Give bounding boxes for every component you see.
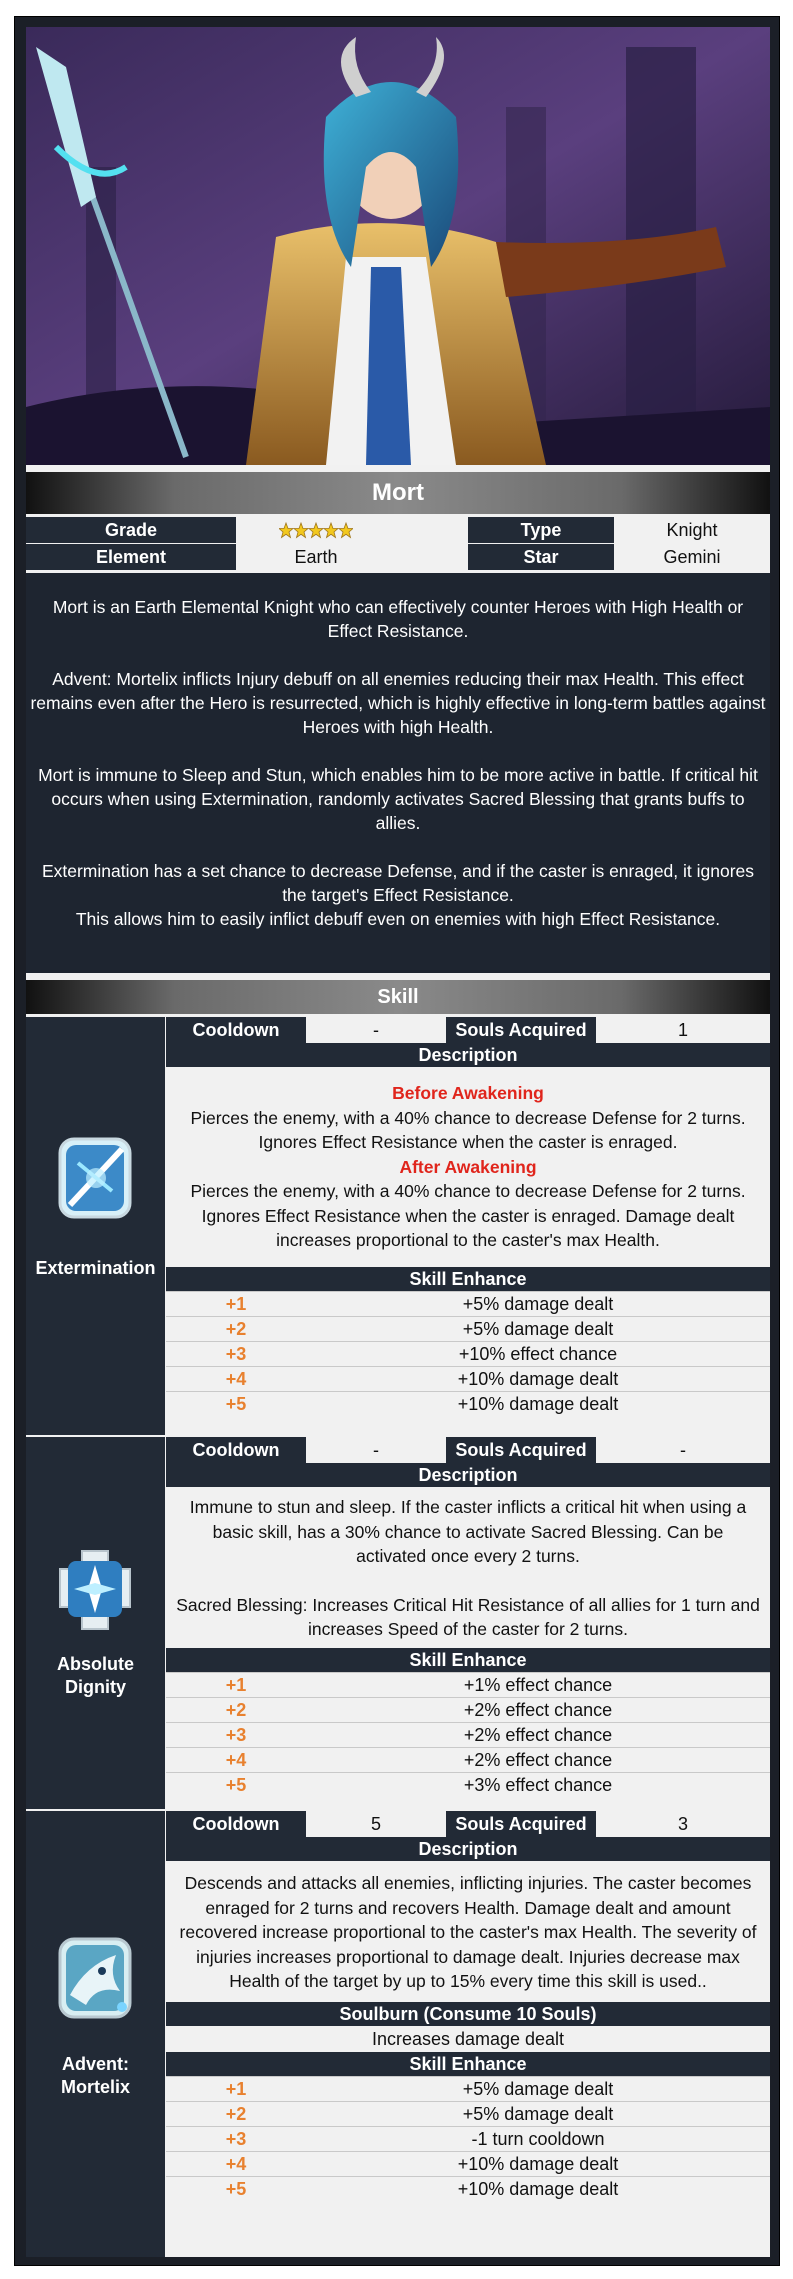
- enhance-level: +1: [225, 1293, 247, 1314]
- enhance-level: +4: [225, 1368, 247, 1389]
- enhance-effect: +5% damage dealt: [462, 1318, 614, 1339]
- souls-value: -: [596, 1437, 770, 1463]
- enhance-level: +3: [225, 1343, 247, 1364]
- enhance-effect: +2% effect chance: [463, 1699, 613, 1720]
- advent-mortelix-icon: [56, 1935, 134, 2021]
- absolute-dignity-icon: [56, 1547, 134, 1633]
- enhance-effect: -1 turn cooldown: [471, 2128, 605, 2149]
- souls-label: Souls Acquired: [446, 1017, 596, 1043]
- skill-description: Immune to stun and sleep. If the caster inflicts a critical hit when using a basic skill, has a 30% chance to activate Sacred Blessing. Can be activated once every 2 turns.: [189, 1497, 747, 1566]
- description-paragraph: Extermination has a set chance to decrease Defense, and if the caster is enraged, it ignores the target's Effect Resistance.: [41, 861, 755, 905]
- description-paragraph: Advent: Mortelix inflicts Injury debuff on all enemies reducing their max Health. This effect remains even after the Hero is resurrected, which is highly effective in long-term battles against Heroes with high Health.: [30, 669, 766, 737]
- after-awakening-text: Pierces the enemy, with a 40% chance to decrease Defense for 2 turns. Ignores Effect Resistance when the caster is enraged. Damage dealt increases proportional to the caster's max Health.: [190, 1181, 746, 1250]
- description-header: Description: [166, 1043, 770, 1067]
- enhance-level: +1: [225, 2078, 247, 2099]
- souls-label: Souls Acquired: [446, 1811, 596, 1837]
- enhance-level: +2: [225, 1699, 247, 1720]
- enhance-effect: +10% damage dealt: [457, 1393, 619, 1414]
- type-value: Knight: [614, 517, 770, 543]
- skill-absolute-dignity: [26, 1437, 770, 1809]
- enhance-effect: +2% effect chance: [463, 1749, 613, 1770]
- cooldown-value: -: [306, 1437, 446, 1463]
- hero-card: [14, 16, 780, 2266]
- enhance-level: +2: [225, 1318, 247, 1339]
- enhance-level: +3: [225, 1724, 247, 1745]
- star-label: Star: [468, 544, 614, 570]
- skill-name: Absolute Dignity: [56, 1654, 134, 1697]
- grade-stars: [236, 517, 396, 543]
- skill-enhance-header: Skill Enhance: [166, 2052, 770, 2076]
- star-value: Gemini: [614, 544, 770, 570]
- description-paragraph: Mort is an Earth Elemental Knight who can effectively counter Heroes with High Health or Effect Resistance.: [52, 597, 744, 641]
- hero-description: [26, 573, 770, 973]
- before-awakening-title: Before Awakening: [392, 1083, 544, 1103]
- skill-enhance-header: Skill Enhance: [166, 1648, 770, 1672]
- souls-label: Souls Acquired: [446, 1437, 596, 1463]
- star-rating-icon: [279, 522, 353, 540]
- hero-card-inner: [26, 27, 770, 2257]
- extermination-icon: [56, 1135, 134, 1221]
- skill-section-header: Skill: [26, 980, 770, 1014]
- grade-label: Grade: [26, 517, 236, 543]
- enhance-effect: +10% damage dealt: [457, 1368, 619, 1389]
- skill-extermination: [26, 1017, 770, 1435]
- cooldown-value: -: [306, 1017, 446, 1043]
- enhance-level: +1: [225, 1674, 247, 1695]
- cooldown-value: 5: [306, 1811, 446, 1837]
- soulburn-header: Soulburn (Consume 10 Souls): [166, 2002, 770, 2026]
- enhance-effect: +2% effect chance: [463, 1724, 613, 1745]
- hero-banner-image: [26, 27, 770, 465]
- skill-enhance-header: Skill Enhance: [166, 1267, 770, 1291]
- hero-name: Mort: [26, 472, 770, 514]
- enhance-level: +5: [225, 1774, 247, 1795]
- before-awakening-text: Pierces the enemy, with a 40% chance to decrease Defense for 2 turns. Ignores Effect Resistance when the caster is enraged.: [190, 1107, 746, 1152]
- enhance-level: +3: [225, 2128, 247, 2149]
- enhance-level: +2: [225, 2103, 247, 2124]
- enhance-effect: +10% damage dealt: [457, 2178, 619, 2199]
- enhance-effect: +5% damage dealt: [462, 1293, 614, 1314]
- description-paragraph: Mort is immune to Sleep and Stun, which enables him to be more active in battle. If critical hit occurs when using Extermination, randomly activates Sacred Blessing that grants buffs to allies.: [38, 765, 758, 833]
- element-label: Element: [26, 544, 236, 570]
- enhance-effect: +1% effect chance: [463, 1674, 613, 1695]
- souls-value: 3: [596, 1811, 770, 1837]
- enhance-effect: +5% damage dealt: [462, 2103, 614, 2124]
- cooldown-label: Cooldown: [166, 1437, 306, 1463]
- description-header: Description: [166, 1837, 770, 1861]
- description-paragraph: This allows him to easily inflict debuff even on enemies with high Effect Resistance.: [75, 909, 721, 929]
- enhance-level: +5: [225, 1393, 247, 1414]
- hero-info-table: [26, 517, 770, 571]
- after-awakening-title: After Awakening: [399, 1156, 537, 1177]
- enhance-effect: +10% damage dealt: [457, 2153, 619, 2174]
- enhance-level: +5: [225, 2178, 247, 2199]
- enhance-effect: +10% effect chance: [458, 1343, 618, 1364]
- enhance-level: +4: [225, 1749, 247, 1770]
- element-value: Earth: [236, 544, 396, 570]
- type-label: Type: [468, 517, 614, 543]
- enhance-level: +4: [225, 2153, 247, 2174]
- skill-name: Advent: Mortelix: [60, 2054, 130, 2097]
- description-header: Description: [166, 1463, 770, 1487]
- cooldown-label: Cooldown: [166, 1017, 306, 1043]
- enhance-effect: +5% damage dealt: [462, 2078, 614, 2099]
- skill-description: Descends and attacks all enemies, inflicting injuries. The caster becomes enraged for 2 turns and recovers Health. Damage dealt and amount recovered increase proportional to the caster's max Health. The severity of injuries increases proportional to damage dealt. Injuries decrease max Health of the target by up to 15% every time this skill is used..: [166, 1861, 770, 2002]
- soulburn-effect: Increases damage dealt: [166, 2026, 770, 2052]
- sacred-blessing-description: Sacred Blessing: Increases Critical Hit Resistance of all allies for 1 turn and increases Speed of the caster for 2 turns.: [176, 1594, 760, 1639]
- souls-value: 1: [596, 1017, 770, 1043]
- cooldown-label: Cooldown: [166, 1811, 306, 1837]
- enhance-effect: +3% effect chance: [463, 1774, 613, 1795]
- skill-advent-mortelix: [26, 1811, 770, 2257]
- skill-name: Extermination: [35, 1258, 156, 1278]
